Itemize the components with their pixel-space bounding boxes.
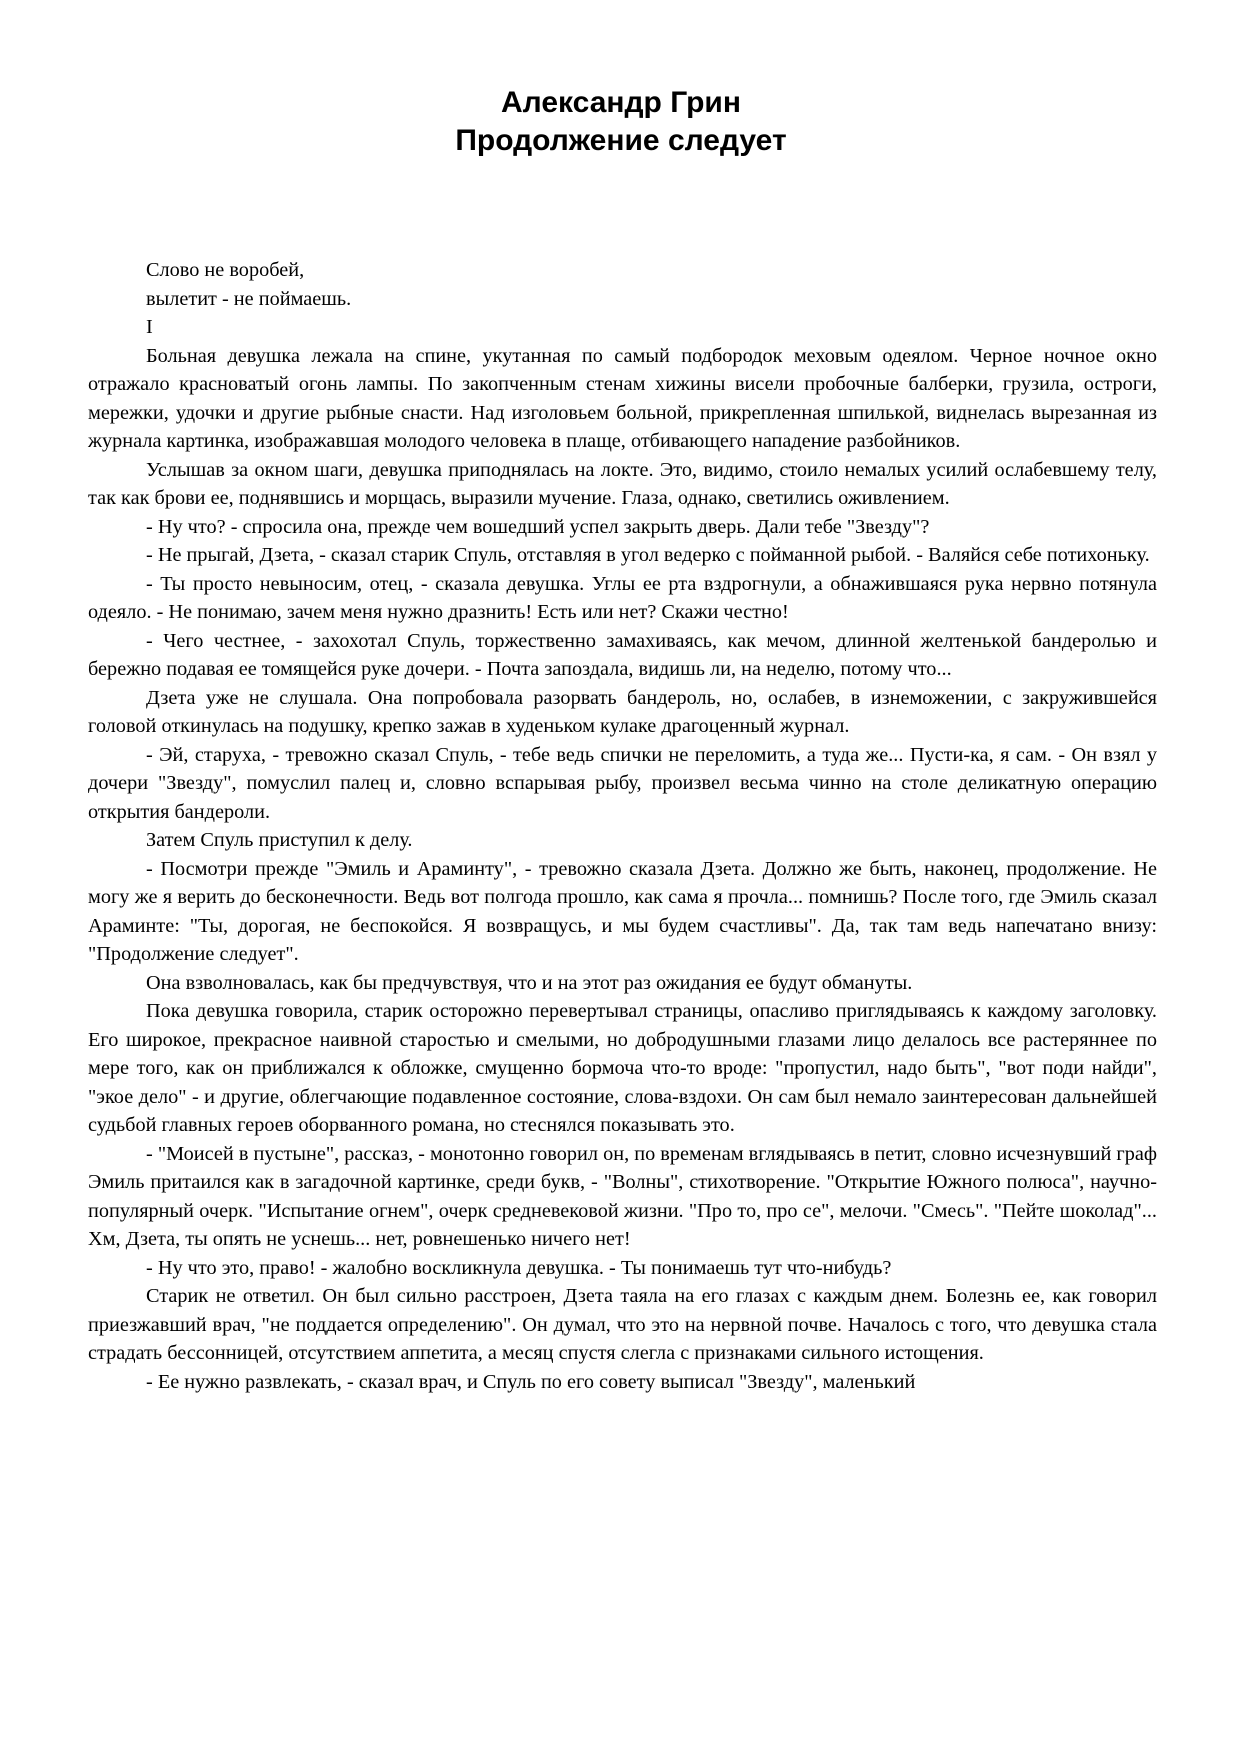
title-block [0, 84, 1242, 160]
author-name: Александр Грин [501, 86, 741, 119]
paragraph: - Ну что? - спросила она, прежде чем вошедший успел закрыть дверь. Дали тебе "Звезду"? [146, 515, 930, 538]
paragraph: - Не прыгай, Дзета, - сказал старик Спуль, отставляя в угол ведерко с пойманной рыбой. - Валяйся себе потихоньку. [146, 544, 1150, 566]
epigraph-line-2: вылетит - не поймаешь. [146, 287, 352, 310]
paragraph: - Ну что это, право! - жалобно воскликнула девушка. - Ты понимаешь тут что-нибудь? [146, 1256, 892, 1279]
story-title: Продолжение следует [455, 124, 787, 157]
paragraph: Дзета уже не слушала. Она попробовала разорвать бандероль, но, ослабев, в изнеможении, с закружившейся головой откинулась на подушку, крепко зажав в худеньком кулаке драгоценный журнал. [88, 686, 1157, 737]
paragraph: Она взволновалась, как бы предчувствуя, что и на этот раз ожидания ее будут обмануты. [146, 971, 913, 994]
paragraph: - Чего честнее, - захохотал Спуль, торжественно замахиваясь, как мечом, длинной желтенькой бандеролью и бережно подавая ее томящейся руке дочери. - Почта запоздала, видишь ли, на неделю, потому что... [88, 629, 1157, 680]
chapter-number: I [146, 316, 153, 338]
epigraph-line-1: Слово не воробей, [146, 259, 305, 281]
paragraph: - Посмотри прежде "Эмиль и Араминту", - тревожно сказала Дзета. Должно же быть, наконец, продолжение. Не могу же я верить до бесконечности. Ведь вот полгода прошло, как сама я прочла... помнишь? После того, где Эмиль сказал Араминте: "Ты, дорогая, не беспокойся. Я возвращусь, и мы будем счастливы". Да, так там ведь напечатано внизу: "Продолжение следует". [88, 857, 1157, 965]
paragraph: Затем Спуль приступил к делу. [146, 829, 413, 851]
paragraph: - Ты просто невыносим, отец, - сказала девушка. Углы ее рта вздрогнули, а обнажившаяся рука нервно потянула одеяло. - Не понимаю, зачем меня нужно дразнить! Есть или нет? Скажи честно! [88, 572, 1157, 623]
paragraph: Пока девушка говорила, старик осторожно перевертывал страницы, опасливо приглядываясь к каждому заголовку. Его широкое, прекрасное наивной старостью и смелыми, но добродушными глазами лицо делалось все растеряннее по мере того, как он приближался к обложке, смущенно бормоча что-то вроде: "пропустил, надо быть", "вот поди найди", "экое дело" - и другие, облегчающие подавленное состояние, слова-вздохи. Он сам был немало заинтересован дальнейшей судьбой главных героев оборванного романа, но стеснялся показывать это. [88, 1000, 1157, 1136]
paragraph: - Ее нужно развлекать, - сказал врач, и Спуль по его совету выписал "Звезду", маленький [146, 1370, 916, 1393]
paragraph: Услышав за окном шаги, девушка приподнялась на локте. Это, видимо, стоило немалых усилий ослабевшему телу, так как брови ее, поднявшись и морщась, выразили мучение. Глаза, однако, светились оживлением. [88, 458, 1157, 509]
paragraph: - Эй, старуха, - тревожно сказал Спуль, - тебе ведь спички не переломить, а туда же... Пусти-ка, я сам. - Он взял у дочери "Звезду", помуслил палец и, словно вспарывая рыбу, произвел весьма чинно на столе деликатную операцию открытия бандероли. [88, 743, 1157, 823]
paragraph: Больная девушка лежала на спине, укутанная по самый подбородок меховым одеялом. Черное ночное окно отражало красноватый огонь лампы. По закопченным стенам хижины висели пробочные балберки, грузила, остроги, мережки, удочки и другие рыбные снасти. Над изголовьем больной, прикрепленная шпилькой, виднелась вырезанная из журнала картинка, изображавшая молодого человека в плаще, отбивающего нападение разбойников. [88, 344, 1157, 452]
paragraph: Старик не ответил. Он был сильно расстроен, Дзета таяла на его глазах с каждым днем. Болезнь ее, как говорил приезжавший врач, "не поддается определению". Он думал, что это на нервной почве. Началось с того, что девушка стала страдать бессонницей, отсутствием аппетита, а месяц спустя слегла с признаками сильного истощения. [88, 1285, 1157, 1364]
paragraph: - "Моисей в пустыне", рассказ, - монотонно говорил он, по временам вглядываясь в петит, словно исчезнувший граф Эмиль притаился как в загадочной картинке, среди букв, - "Волны", стихотворение. "Открытие Южного полюса", научно-популярный очерк. "Испытание огнем", очерк средневековой жизни. "Про то, про се", мелочи. "Смесь". "Пейте шоколад"... Хм, Дзета, ты опять не уснешь... нет, ровнешенько ничего нет! [88, 1142, 1157, 1250]
body-text [88, 256, 1157, 1396]
